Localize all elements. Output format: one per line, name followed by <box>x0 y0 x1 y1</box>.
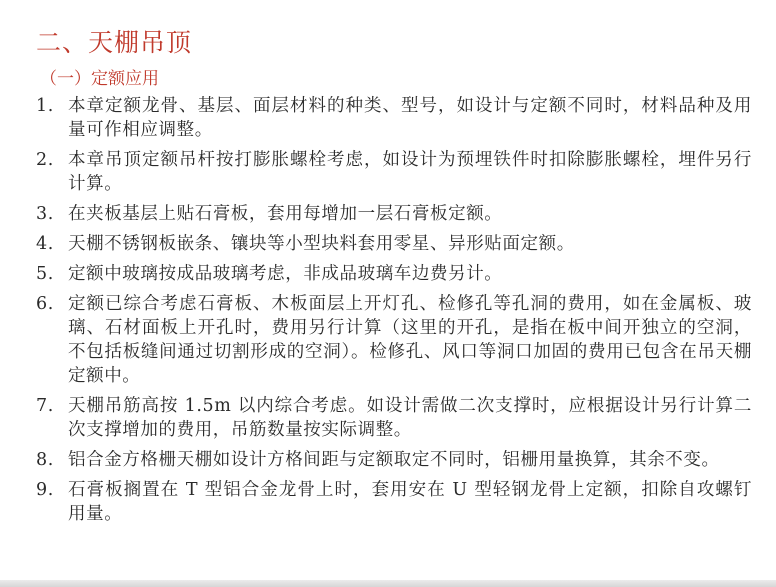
list-item <box>36 202 752 226</box>
item-number: 8. <box>36 450 54 470</box>
list-item <box>36 448 752 472</box>
item-number: 4. <box>36 234 54 254</box>
list-item <box>36 478 752 526</box>
item-text: 本章定额龙骨、基层、面层材料的种类、型号，如设计与定额不同时，材料品种及用量可作相应调整。 <box>68 96 752 140</box>
list-item <box>36 262 752 286</box>
item-number: 7. <box>36 396 54 416</box>
rules-list <box>36 94 752 532</box>
item-text: 天棚吊筋高按 1.5m 以内综合考虑。如设计需做二次支撑时，应根据设计另行计算二次支撑增加的费用，吊筋数量按实际调整。 <box>68 396 752 440</box>
item-number: 3. <box>36 204 54 224</box>
subsection-title: （一）定额应用 <box>40 69 159 89</box>
item-number: 2. <box>36 150 54 170</box>
list-item <box>36 94 752 142</box>
item-text: 定额中玻璃按成品玻璃考虑，非成品玻璃车边费另计。 <box>68 264 503 284</box>
item-text: 天棚不锈钢板嵌条、镶块等小型块料套用零星、异形贴面定额。 <box>68 234 575 254</box>
list-item <box>36 148 752 196</box>
list-item <box>36 394 752 442</box>
item-number: 6. <box>36 294 54 314</box>
item-text: 在夹板基层上贴石膏板，套用每增加一层石膏板定额。 <box>68 204 503 224</box>
section-title: 二、天棚吊顶 <box>36 28 193 57</box>
list-item <box>36 292 752 388</box>
item-text: 石膏板搁置在 T 型铝合金龙骨上时，套用安在 U 型轻钢龙骨上定额，扣除自攻螺钉用量。 <box>68 480 752 524</box>
item-text: 本章吊顶定额吊杆按打膨胀螺栓考虑，如设计为预埋铁件时扣除膨胀螺栓，埋件另行计算。 <box>68 150 752 194</box>
item-number: 5. <box>36 264 54 284</box>
item-text: 定额已综合考虑石膏板、木板面层上开灯孔、检修孔等孔洞的费用，如在金属板、玻璃、石材面板上开孔时，费用另行计算（这里的开孔，是指在板中间开独立的空洞，不包括板缝间通过切割形成的空洞）。检修孔、风口等洞口加固的费用已包含在吊天棚定额中。 <box>68 294 752 386</box>
page-bottom-edge <box>0 580 776 587</box>
item-text: 铝合金方格栅天棚如设计方格间距与定额取定不同时，铝栅用量换算，其余不变。 <box>68 450 720 470</box>
item-number: 1. <box>36 96 54 116</box>
item-number: 9. <box>36 480 54 500</box>
list-item <box>36 232 752 256</box>
